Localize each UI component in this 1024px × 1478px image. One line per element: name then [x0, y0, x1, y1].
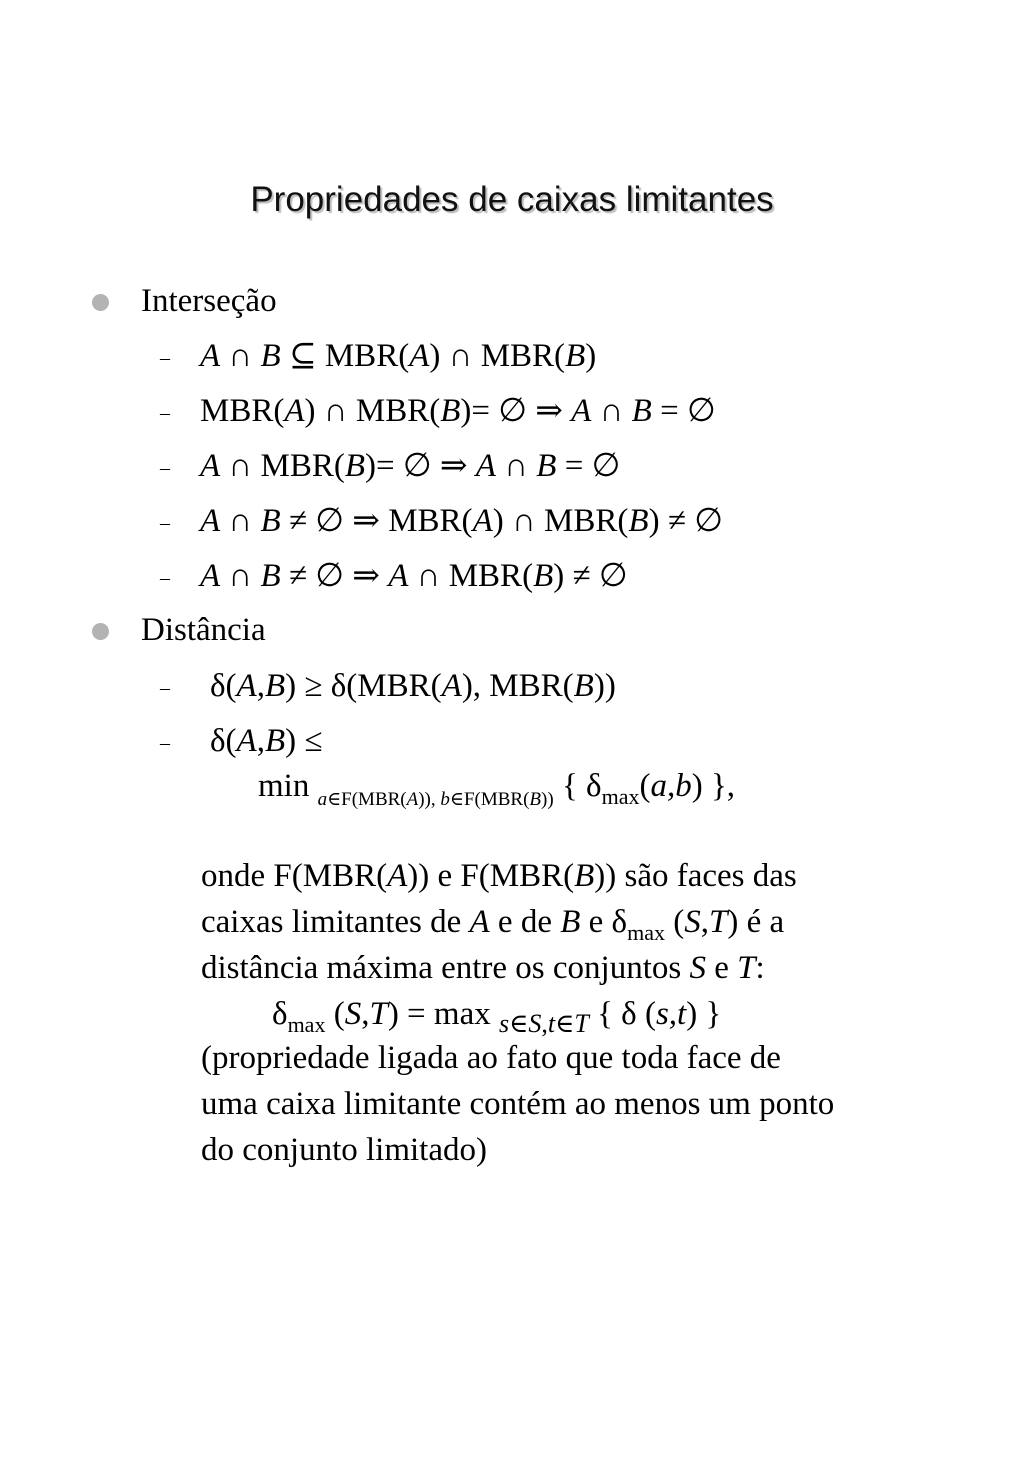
- dash-icon: –: [160, 347, 170, 369]
- explanation-line: (propriedade ligada ao fato que toda face de: [201, 1040, 781, 1076]
- explanation-line: do conjunto limitado): [201, 1132, 487, 1168]
- dash-icon: –: [160, 677, 170, 699]
- dash-icon: –: [160, 402, 170, 424]
- bullet-icon: [92, 623, 109, 640]
- bullet-heading-intersecao: Interseção: [141, 283, 277, 319]
- explanation-line: distância máxima entre os conjuntos S e T:: [201, 950, 765, 986]
- formula-line: MBR(A) ∩ MBR(B)= ∅ ⇒ A ∩ B = ∅: [200, 393, 716, 429]
- formula-line: A ∩ B ⊆ MBR(A) ∩ MBR(B): [200, 338, 597, 374]
- formula-max-line: $\delta_{max}$ (S,T) = max $_{s\in S,t\in T}$ { δ (s,t) }: [272, 996, 722, 1038]
- bullet-icon: [92, 294, 109, 311]
- formula-line: δ(A,B) ≥ δ(MBR(A), MBR(B)): [210, 668, 616, 704]
- formula-line: A ∩ MBR(B)= ∅ ⇒ A ∩ B = ∅: [200, 448, 621, 484]
- dash-icon: –: [160, 732, 170, 754]
- explanation-line: onde F(MBR(A)) e F(MBR(B)) são faces das: [201, 858, 797, 894]
- dash-icon: –: [160, 512, 170, 534]
- dash-icon: –: [160, 457, 170, 479]
- page-title: Propriedades de caixas limitantes: [250, 180, 774, 219]
- dash-icon: –: [160, 567, 170, 589]
- explanation-line: uma caixa limitante contém ao menos um ponto: [201, 1086, 835, 1122]
- formula-line: δ(A,B) ≤: [210, 723, 323, 759]
- explanation-line: caixas limitantes de A e de B e $\delta_{max}$ (S,T) é a: [201, 904, 785, 945]
- formula-line: A ∩ B ≠ ∅ ⇒ MBR(A) ∩ MBR(B) ≠ ∅: [200, 503, 723, 539]
- formula-line: A ∩ B ≠ ∅ ⇒ A ∩ MBR(B) ≠ ∅: [200, 558, 628, 594]
- formula-min-line: min $_{a\in F(MBR(A)), b\in F(MBR(B))}$ { $\delta_{max}(a,b)$ },: [258, 768, 736, 810]
- bullet-heading-distancia: Distância: [141, 612, 266, 648]
